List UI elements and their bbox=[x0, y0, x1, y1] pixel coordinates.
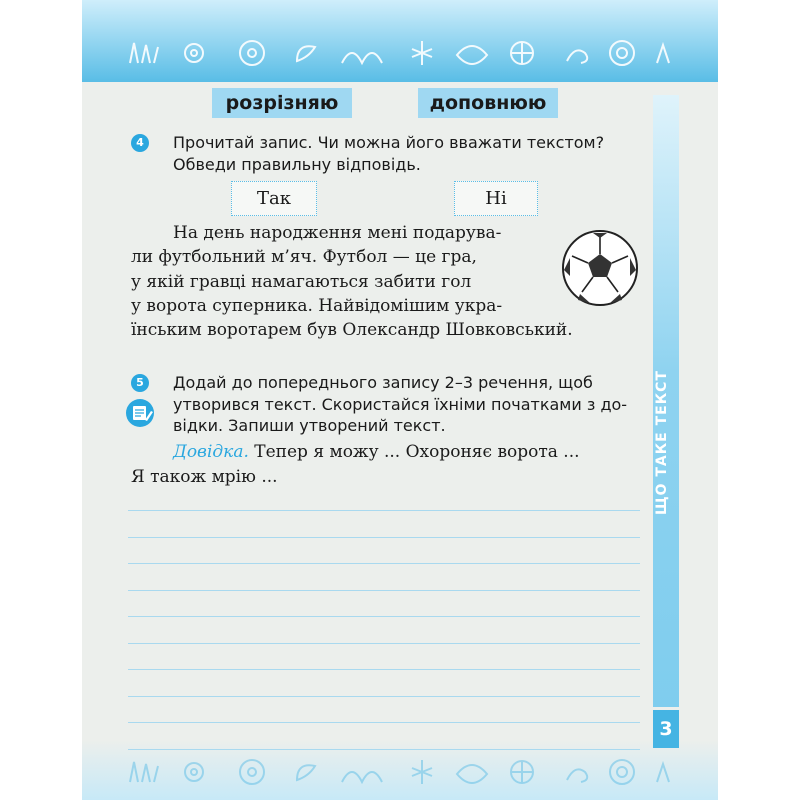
instruction-line: утворився текст. Скористайся їхніми початками з до- bbox=[173, 394, 628, 414]
reference-hint-line2: Я також мрію ... bbox=[131, 467, 278, 487]
reference-hint bbox=[173, 440, 580, 465]
text-line: у якій гравці намагаються забити гол bbox=[131, 272, 472, 292]
answer-option-yes[interactable]: Так bbox=[231, 181, 317, 216]
task-number-badge: 4 bbox=[131, 134, 149, 152]
flower-ornament-icon bbox=[122, 33, 682, 73]
instruction-line: Прочитай запис. Чи можна його вважати текстом? bbox=[173, 133, 605, 152]
heading-pill-complete: доповнюю bbox=[418, 88, 558, 118]
writing-line[interactable] bbox=[128, 563, 640, 564]
writing-line[interactable] bbox=[128, 616, 640, 617]
section-title: ЩО ТАКЕ ТЕКСТ bbox=[654, 370, 670, 516]
text-line: у ворота суперника. Найвідомішим укра- bbox=[131, 296, 503, 316]
task4-instruction bbox=[173, 132, 643, 175]
text-line: ли футбольний м’яч. Футбол — це гра, bbox=[131, 247, 477, 267]
instruction-line: відки. Запиши утворений текст. bbox=[173, 416, 446, 435]
reference-label: Довідка. bbox=[173, 442, 249, 462]
notebook-pencil-icon bbox=[125, 398, 155, 428]
writing-line[interactable] bbox=[128, 722, 640, 723]
answer-option-no[interactable]: Ні bbox=[454, 181, 538, 216]
writing-line[interactable] bbox=[128, 696, 640, 697]
reference-text: Тепер я можу ... Охороняє ворота ... bbox=[248, 442, 580, 462]
writing-line[interactable] bbox=[128, 510, 640, 511]
writing-line[interactable] bbox=[128, 590, 640, 591]
writing-line[interactable] bbox=[128, 749, 640, 750]
task-number-badge: 5 bbox=[131, 374, 149, 392]
instruction-line: Додай до попереднього запису 2–3 речення, щоб bbox=[173, 373, 593, 392]
writing-line[interactable] bbox=[128, 669, 640, 670]
heading-pill-distinguish: розрізняю bbox=[212, 88, 352, 118]
writing-line[interactable] bbox=[128, 643, 640, 644]
text-line: їнським воротарем був Олександр Шовковський. bbox=[131, 320, 573, 340]
flower-ornament-icon bbox=[122, 752, 682, 792]
writing-line[interactable] bbox=[128, 537, 640, 538]
soccer-ball-icon bbox=[560, 228, 640, 308]
page-number: 3 bbox=[653, 710, 679, 748]
task5-instruction bbox=[173, 372, 643, 437]
text-line: На день народження мені подарува- bbox=[173, 223, 502, 243]
instruction-line: Обведи правильну відповідь. bbox=[173, 154, 421, 174]
